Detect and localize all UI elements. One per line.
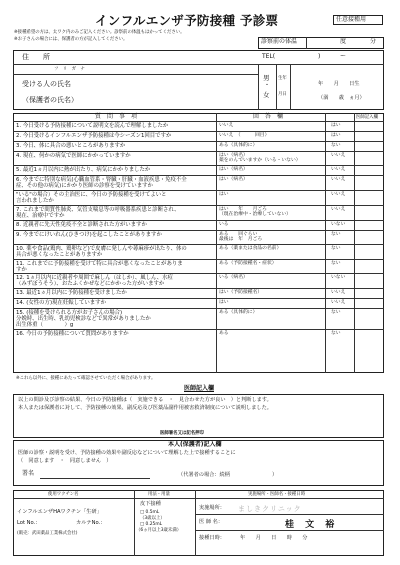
answer-alt-11[interactable]: ない <box>331 245 341 251</box>
birth-label-1: 生年 <box>278 76 287 81</box>
question-12: 11. これまでに予防接種を受けて特に具合が悪くなったことがありま すか <box>16 260 183 273</box>
answer-alt-16[interactable]: ない <box>331 309 341 315</box>
proxy-relation-end: ） <box>272 472 278 478</box>
consent-text: 医師の診察・説明を受け、予防接種の効果や副反応などについて理解した上で接種することに <box>18 450 236 456</box>
answer-alt-8[interactable]: いいえ <box>331 206 346 212</box>
answer-option-1[interactable]: いいえ <box>219 122 234 128</box>
dose-option-2: □ 0.25mL <box>140 522 163 527</box>
answer-option-9[interactable]: いる <box>219 221 229 227</box>
question-3: 3. 今日、体に具合の悪いところがありますか <box>16 142 126 149</box>
answer-alt-9[interactable]: いない <box>331 221 346 227</box>
clinic-stamp: ましきクリニック <box>238 505 302 513</box>
question-8: 7. これまで間質性肺炎、気管支喘息等の呼吸器系疾患と診断され、 現在、治療中ですか <box>16 206 180 219</box>
answer-alt-6[interactable]: いいえ <box>331 176 346 182</box>
answer-option-7[interactable]: はい <box>219 191 229 197</box>
question-17: 16. 今日の予防接種について質問がありますか <box>16 330 129 337</box>
tel-mid: ) <box>318 53 321 60</box>
answer-alt-5[interactable]: いいえ <box>331 166 346 172</box>
address-label: 住 所 <box>22 53 50 61</box>
vaccine-col-place: 実施場所・医師名・接種日時 <box>248 492 306 497</box>
answer-alt-17[interactable]: ない <box>331 330 341 336</box>
lot-label: Lot No.： <box>17 520 41 526</box>
question-2: 2. 今日受けるインフルエンザ予防接種は今シーズン1回目ですか <box>16 132 172 139</box>
col-answer-header: 回 答 欄 <box>253 113 284 120</box>
col-question-header: 質 問 事 項 <box>95 113 138 120</box>
proxy-relation-label: （代署者の場合：続柄 <box>178 472 230 478</box>
question-11: 10. 薬や食品(鶏肉、鶏卵など)で皮膚に発しんや蕁麻疹が出たり、体の 具合が悪くなったことがありますか <box>16 245 187 258</box>
vaccine-col-name: 使用ワクチン名 <box>48 492 79 497</box>
header-note-2: ※お子さんの場合には、保護者の方が記入してください。 <box>14 37 128 42</box>
dose-option-2-note: （6ヵ月以上3歳未満） <box>136 528 182 533</box>
question-5: 5. 最近1ヵ月以内に熱が出たり、病気にかかりましたか <box>16 166 151 173</box>
header-note-1: ※接種希望の方は、太ワク内のみご記入ください。診察前の体温もはかってください。 <box>14 30 185 35</box>
answer-alt-3[interactable]: ない <box>331 142 341 148</box>
consent-signature-label: 署名 <box>22 470 35 477</box>
vaccine-col-dose: 用法・用量 <box>148 492 170 497</box>
answer-option-4[interactable]: はい（病名） 薬をのんでいますか（いる・いない） <box>219 152 301 164</box>
question-7: "いる"の場合）その主治医に、今日の予防接種を受けてよいと 言われましたか <box>16 191 167 204</box>
answer-alt-15[interactable]: いいえ <box>331 299 346 305</box>
answer-alt-13[interactable]: いない <box>331 274 346 280</box>
answer-alt-7[interactable]: いいえ <box>331 191 346 197</box>
optional-vaccination-tag: 任意接種用 <box>333 15 383 25</box>
dose-option-1: □ 0.5mL <box>140 510 160 515</box>
answer-option-15[interactable]: はい <box>219 299 229 305</box>
answer-option-11[interactable]: ある（薬または食品の名前） <box>219 245 282 251</box>
question-14: 13. 最近1ヵ月以内に予防接種を受けましたか <box>16 289 127 296</box>
question-1: 1. 今日受ける予防接種について説明文を読んで理解しましたか <box>16 122 169 129</box>
question-6: 6. 今までに特別な病気(心臓血管系・腎臓・肝臓・血液疾患・免疫不全 症、その他の病気)にかかり医師の診察を受けていますか <box>16 176 187 189</box>
question-4: 4. 現在、何かの病気で医師にかかっていますか <box>16 152 131 159</box>
question-15: 14. (女性の方)現在妊娠していますか <box>16 299 106 306</box>
sex-female: 女 <box>263 91 270 99</box>
answer-alt-12[interactable]: ない <box>331 260 341 266</box>
birth-date-fields: 年 月 日生 <box>318 81 360 87</box>
answer-option-3[interactable]: ある（具体的に） <box>219 142 258 148</box>
question-16: 15. (接種を受けられる方がお子さんの場合) 分娩時、出生時、乳幼児検診などで異常がありましたか 出生体重（ ）g <box>16 309 151 328</box>
birth-label-2: 月日 <box>278 92 287 97</box>
answer-option-10[interactable]: ある 回ぐらい 最後は 年 月ごろ <box>219 231 263 243</box>
col-doctor-header: 医師記入欄 <box>356 115 378 120</box>
karte-label: カルテNo.： <box>76 520 106 526</box>
furigana-label: フ リ ガ ナ <box>54 67 85 72</box>
dose-option-1-note: （3歳以上） <box>140 516 165 521</box>
guardian-name-label: （保護者の氏名） <box>22 96 78 104</box>
answer-alt-2[interactable]: はい <box>331 132 341 138</box>
recipient-name-label: 受ける人の氏名 <box>22 80 71 88</box>
temperature-unit-degree: 度 <box>340 38 347 45</box>
answer-alt-1[interactable]: はい <box>331 122 341 128</box>
temperature-unit-minute: 分 <box>370 38 377 45</box>
answer-alt-10[interactable]: ない <box>331 231 341 237</box>
answer-option-14[interactable]: はい（予防接種名） <box>219 289 263 295</box>
doctor-name-label: 医 師 名： <box>199 519 224 525</box>
consent-title: 本人(保護者)記入欄 <box>168 441 222 448</box>
tel-label: TEL( <box>262 53 276 60</box>
tel-dash: ー <box>340 53 347 60</box>
doctor-signature: 桂 文 裕 <box>285 520 339 530</box>
age-fields: （満 歳 ヵ月） <box>318 95 365 101</box>
place-label: 実施場所： <box>199 505 225 511</box>
doctor-explanation-line: 本人または保護者に対して、予防接種の効果、副反応及び医薬品副作用被害救済制度について説明しました。 <box>18 405 272 411</box>
doctor-signature-label: 医師署名又は記名押印 <box>160 431 204 436</box>
answer-option-12[interactable]: ある（予防接種名・症状） <box>219 260 277 266</box>
table-footnote: ※これら以外に、接種にあたって確認させていただく場合があります。 <box>16 376 156 381</box>
question-13: 12. 1ヵ月以内に近親者や周囲で麻しん（はしか）、風しん、水痘 （みずぼうそう）、おたふくかぜなどにかかった方がいますか <box>16 274 173 287</box>
doctor-judgement-line: 以上の問診及び診察の結果、今日の予防接種は（ 実施できる ・ 見合わせた方が良い ）と判断します。 <box>18 397 272 403</box>
answer-option-8[interactable]: はい 年 月ごろ （現在治療中・治療していない） <box>219 206 291 218</box>
doctor-section-title: 医師記入欄 <box>184 385 215 392</box>
question-9: 8. 近親者に先天性免疫不全と診断された方がいますか <box>16 221 147 228</box>
answer-option-6[interactable]: はい（病名） <box>219 176 248 182</box>
answer-option-2[interactable]: いいえ （ 回目） <box>219 132 270 138</box>
date-label: 接種日時： <box>199 535 225 541</box>
date-fields: 年 月 日 時 分 <box>240 535 308 541</box>
answer-alt-14[interactable]: いいえ <box>331 289 346 295</box>
vaccine-name: インフルエンザHAワクチン「生研」 <box>17 509 102 515</box>
answer-option-13[interactable]: いる（病名） <box>219 274 248 280</box>
route-label: 皮下接種 <box>140 501 161 507</box>
temperature-label: 診察前の体温 <box>261 38 298 45</box>
form-title: インフルエンザ予防接種 予診票 <box>95 13 279 28</box>
answer-option-5[interactable]: はい（病名） <box>219 166 248 172</box>
consent-choice: （ 同意します ・ 同意しません ） <box>18 458 112 464</box>
sex-male: 男 <box>263 74 270 82</box>
maker-label: (販売：武田薬品工業株式会社) <box>17 531 78 536</box>
question-10: 9. 今までにけいれん(ひきつけ)を起こしたことがありますか <box>16 231 162 238</box>
vaccination-form: インフルエンザ予防接種 予診票 任意接種用 ※接種希望の方は、太ワク内のみご記入ください。診察前の体温もはかってください。 ※お子さんの場合には、保護者の方が記入してください。 診察前の体温 度 分 住 所 TEL( ) ー フ リ ガ ナ 受ける人の氏名 （保護者の氏名） 男 ・ 女 生年 月日 年 月 日生 （満 歳 ヵ月） 質 問 事 項 回 答 欄 医師記入欄 1. 今日受ける予防接種について説明文を読んで理解しましたか いいえ はい 2. 今日受けるインフルエンザ予防接種は今シーズン1回目ですか いいえ （ 回目） はい 3. 今日、体に具合の悪いところがありますか ある（具体的に） ない 4. 現在、何かの病気で医師にかかっていますか はい（病名） 薬をのんでいますか（いる・いない） いいえ 5. 最近1ヵ月以内に熱が出たり、病気にかかりましたか はい（病名） いいえ 6. 今までに特別な病気(心臓血管系・腎臓・肝臓・血液疾患・免疫不全 症、その他の病気)にかかり医師の診察を受けていますか はい（病名） いいえ "いる"の場合）その主治医に、今日の予防接種を受けてよいと 言われましたか はい いいえ 7. これまで間質性肺炎、気管支喘息等の呼吸器系疾患と診断され、 現在、治療中ですか はい 年 月ごろ （現在治療中・治療していない） いいえ 8. 近親者に先天性免疫不全と診断された方がいますか いる いない 9. 今までにけいれん(ひきつけ)を起こしたことがありますか ある 回ぐらい 最後は 年 月ごろ ない 10. 薬や食品(鶏肉、鶏卵など)で皮膚に発しんや蕁麻疹が出たり、体の 具合が悪くなったことがありますか ある（薬または食品の名前） ない 11. これまでに予防接種を受けて特に具合が悪くなったことがありま すか ある（予防接種名・症状） ない 12. 1ヵ月以内に近親者や周囲で麻しん（はしか）、風しん、水痘 （みずぼうそう）、おたふくかぜなどにかかった方がいますか いる（病名） いない 13. 最近1ヵ月以内に予防接種を受けましたか はい（予防接種名） いいえ 14. (女性の方)現在妊娠していますか はい いいえ 15. (接種を受けられる方がお子さんの場合) 分娩時、出生時、乳幼児検診などで異常がありましたか 出生体重（ ）g ある（具体的に） ない 16. 今日の予防接種について質問がありますか ある ない ※これら以外に、接種にあたって確認させていただく場合があります。 医師記入欄 以上の問診及び診察の結果、今日の予防接種は（ 実施できる ・ 見合わせた方が良い ）と判断します。 本人または保護者に対して、予防接種の効果、副反応及び医薬品副作用被害救済制度について説明しました。 医師署名又は記名押印 本人(保護者)記入欄 医師の診察・説明を受け、予防接種の効果や副反応などについて理解した上で接種することに （ 同意します ・ 同意しません ） 署名 （代署者の場合：続柄 ） 使用ワクチン名 用法・用量 実施場所・医師名・接種日時 インフルエンザHAワクチン「生研」 Lot No.： カルテNo.： (販売：武田薬品工業株式会社) 皮下接種 □ 0.5mL （3歳以上） □ 0.25mL （6ヵ月以上3歳未満） 実施場所： ましきクリニック 医 師 名： 桂 文 裕 接種日時： 年 月 日 時 分 <box>0 0 400 565</box>
answer-alt-4[interactable]: いいえ <box>331 152 346 158</box>
answer-option-17[interactable]: ある <box>219 330 229 336</box>
answer-option-16[interactable]: ある（具体的に） <box>219 309 258 315</box>
